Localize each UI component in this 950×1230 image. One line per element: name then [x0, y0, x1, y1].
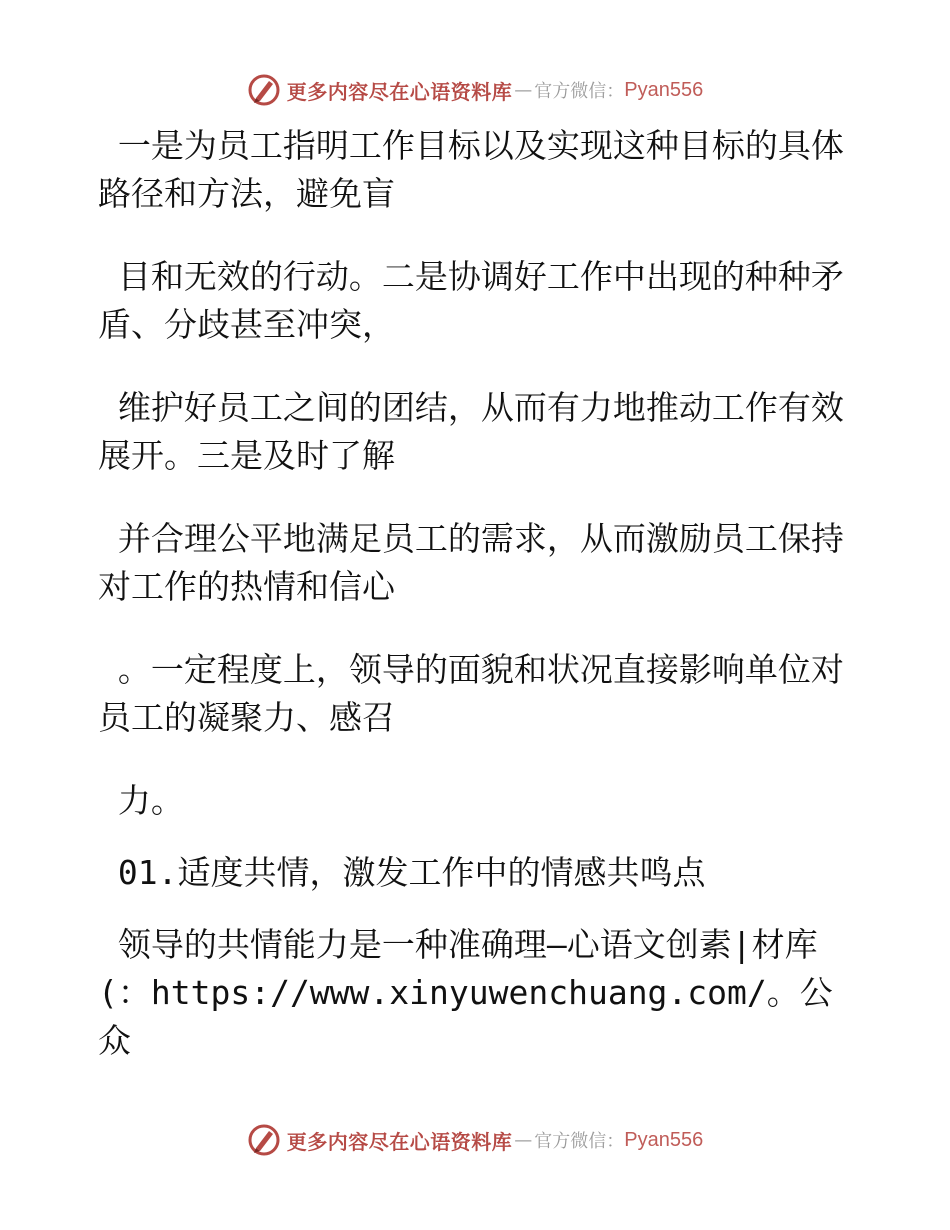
footer-watermark	[0, 1120, 950, 1160]
header-separator: —	[514, 79, 533, 101]
header-wechat-label: 官方微信：	[534, 81, 625, 102]
pen-logo-icon	[247, 1123, 281, 1157]
document-body	[98, 122, 858, 1065]
header-watermark	[0, 70, 950, 110]
section-heading: 01.适度共情，激发工作中的情感共鸣点	[98, 853, 706, 892]
paragraph-4: 并合理公平地满足员工的需求，从而激励员工保持对工作的热情和信心	[98, 519, 844, 606]
paragraph-6: 力。	[98, 781, 184, 820]
paragraph-8: 领导的共情能力是一种准确理—心语文创素|材库(：https://www.xinyuwenchuang.com/。公众	[98, 925, 833, 1060]
pen-logo-icon	[247, 73, 281, 107]
footer-wechat-id: Pyan556	[624, 1128, 704, 1151]
paragraph-1: 一是为员工指明工作目标以及实现这种目标的具体路径和方法，避免盲	[98, 126, 844, 213]
footer-brand: 更多内容尽在心语资料库	[286, 1129, 513, 1154]
header-brand: 更多内容尽在心语资料库	[286, 79, 513, 104]
footer-wechat-label: 官方微信：	[534, 1131, 625, 1152]
header-wechat-id: Pyan556	[624, 78, 704, 101]
paragraph-5: 。一定程度上，领导的面貌和状况直接影响单位对员工的凝聚力、感召	[98, 650, 844, 737]
footer-separator: —	[514, 1129, 533, 1151]
paragraph-3: 维护好员工之间的团结，从而有力地推动工作有效展开。三是及时了解	[98, 388, 844, 475]
paragraph-2: 目和无效的行动。二是协调好工作中出现的种种矛盾、分歧甚至冲突，	[98, 257, 844, 344]
